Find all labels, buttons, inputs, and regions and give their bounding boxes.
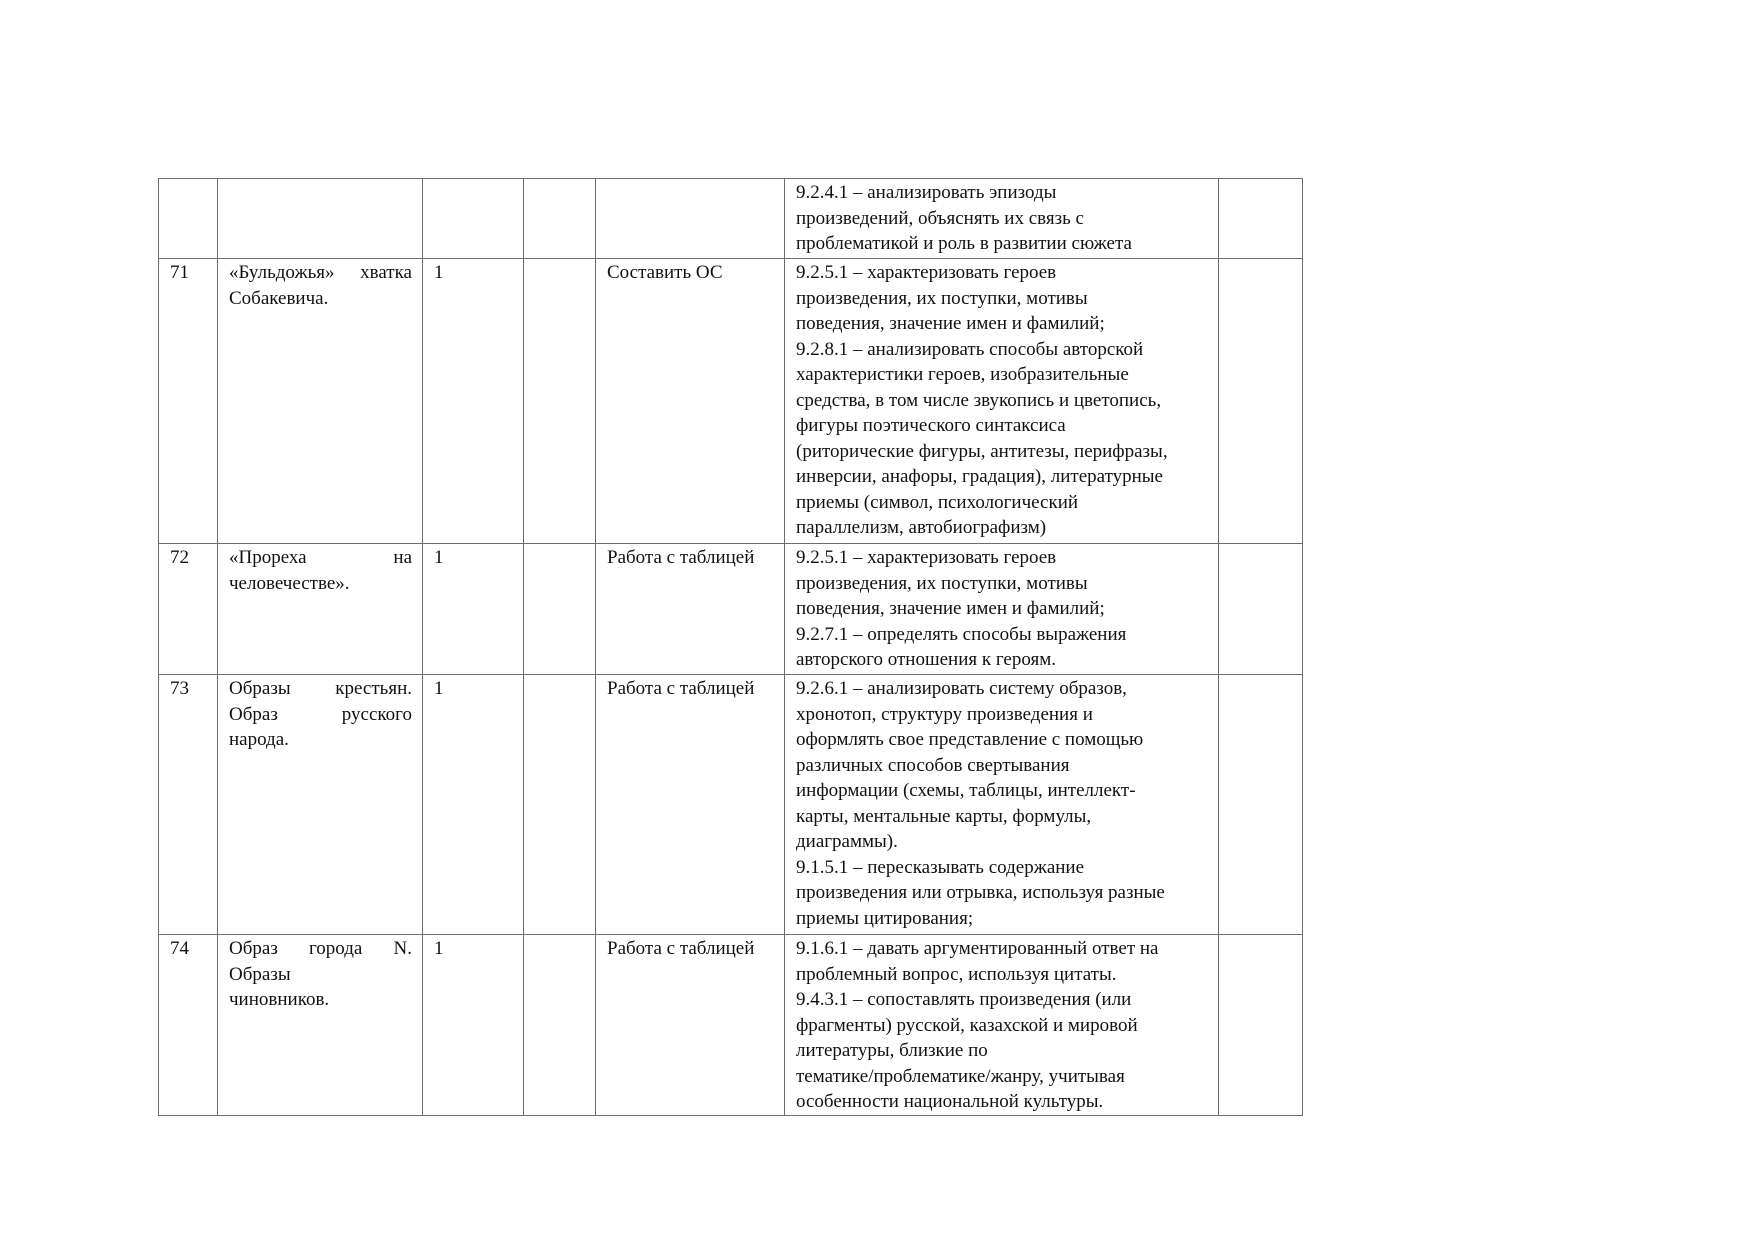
objective-line: произведения, их поступки, мотивы bbox=[796, 572, 1088, 594]
objective-line: фигуры поэтического синтаксиса bbox=[796, 415, 1066, 436]
objective-line: 9.4.3.1 – сопоставлять произведения (или bbox=[796, 989, 1132, 1010]
topic-line: Образ русского bbox=[229, 703, 412, 725]
topic-line: «Бульдожья» хватка bbox=[229, 262, 412, 283]
lesson-number-cell: 71 bbox=[159, 259, 218, 544]
lesson-topic-cell bbox=[218, 935, 423, 1116]
learning-objectives-cell bbox=[785, 179, 1219, 259]
topic-line: народа. bbox=[229, 729, 289, 750]
table-row bbox=[159, 675, 1303, 935]
hours-cell bbox=[423, 179, 524, 259]
objective-line: 9.2.6.1 – анализировать систему образов, bbox=[796, 678, 1127, 699]
objective-line: параллелизм, автобиографизм) bbox=[796, 517, 1047, 538]
objective-line: поведения, значение имен и фамилий; bbox=[796, 598, 1105, 619]
lesson-topic-cell bbox=[218, 179, 423, 259]
empty-column-cell bbox=[524, 675, 596, 935]
objective-line: произведений, объяснять их связь с bbox=[796, 207, 1084, 229]
objective-line: диаграммы). bbox=[796, 831, 898, 852]
table-row bbox=[159, 259, 1303, 544]
objective-line: тематике/проблематике/жанру, учитывая bbox=[796, 1065, 1125, 1087]
lesson-number-cell: 73 bbox=[159, 675, 218, 935]
hours-cell: 1 bbox=[423, 544, 524, 675]
objective-line: 9.2.4.1 – анализировать эпизоды bbox=[796, 182, 1057, 203]
empty-column-cell bbox=[524, 544, 596, 675]
learning-objectives-cell bbox=[785, 675, 1219, 935]
objective-line: инверсии, анафоры, градация), литературные bbox=[796, 466, 1163, 487]
table-row bbox=[159, 544, 1303, 675]
lesson-topic-cell bbox=[218, 675, 423, 935]
objective-line: произведения или отрывка, используя разные bbox=[796, 882, 1165, 903]
notes-cell bbox=[1219, 179, 1303, 259]
lesson-number-cell bbox=[159, 179, 218, 259]
objective-line: литературы, близкие по bbox=[796, 1040, 988, 1061]
hours-cell: 1 bbox=[423, 675, 524, 935]
objective-line: 9.2.7.1 – определять способы выражения bbox=[796, 623, 1127, 645]
empty-column-cell bbox=[524, 179, 596, 259]
lesson-number-cell: 74 bbox=[159, 935, 218, 1116]
topic-line: Образы крестьян. bbox=[229, 678, 412, 699]
objective-line: приемы цитирования; bbox=[796, 907, 974, 929]
empty-column-cell bbox=[524, 259, 596, 544]
objective-line: 9.2.5.1 – характеризовать героев bbox=[796, 262, 1057, 283]
objective-line: авторского отношения к героям. bbox=[796, 649, 1056, 670]
topic-line: человечестве». bbox=[229, 572, 350, 594]
topic-line: чиновников. bbox=[229, 989, 330, 1010]
objective-line: хронотоп, структуру произведения и bbox=[796, 703, 1093, 725]
objective-line: проблемный вопрос, используя цитаты. bbox=[796, 963, 1117, 985]
objective-line: 9.2.5.1 – характеризовать героев bbox=[796, 547, 1057, 568]
empty-column-cell bbox=[524, 935, 596, 1116]
notes-cell bbox=[1219, 544, 1303, 675]
table-row bbox=[159, 179, 1303, 259]
activity-cell bbox=[596, 179, 785, 259]
activity-cell: Работа с таблицей bbox=[596, 935, 785, 1116]
objective-line: произведения, их поступки, мотивы bbox=[796, 287, 1088, 309]
lesson-topic-cell bbox=[218, 544, 423, 675]
learning-objectives-cell bbox=[785, 544, 1219, 675]
objective-line: поведения, значение имен и фамилий; bbox=[796, 313, 1105, 334]
objective-line: проблематикой и роль в развитии сюжета bbox=[796, 233, 1132, 254]
topic-line: Образы bbox=[229, 963, 291, 985]
objective-line: 9.1.6.1 – давать аргументированный ответ на bbox=[796, 938, 1159, 959]
objective-line: характеристики героев, изобразительные bbox=[796, 364, 1129, 385]
activity-cell: Работа с таблицей bbox=[596, 675, 785, 935]
objective-line: карты, ментальные карты, формулы, bbox=[796, 805, 1092, 827]
objective-line: 9.1.5.1 – пересказывать содержание bbox=[796, 856, 1085, 878]
notes-cell bbox=[1219, 259, 1303, 544]
lesson-number-cell: 72 bbox=[159, 544, 218, 675]
objective-line: средства, в том числе звукопись и цветопись, bbox=[796, 389, 1162, 411]
learning-objectives-cell bbox=[785, 935, 1219, 1116]
objective-line: оформлять свое представление с помощью bbox=[796, 729, 1144, 750]
table-row bbox=[159, 935, 1303, 1116]
hours-cell: 1 bbox=[423, 935, 524, 1116]
notes-cell bbox=[1219, 675, 1303, 935]
topic-line: Собакевича. bbox=[229, 287, 329, 309]
objective-line: различных способов свертывания bbox=[796, 754, 1070, 776]
topic-line: Образ города N. bbox=[229, 938, 412, 959]
objective-line: информации (схемы, таблицы, интеллект- bbox=[796, 780, 1136, 801]
objective-line: (риторические фигуры, антитезы, перифразы, bbox=[796, 440, 1168, 462]
activity-cell: Составить ОС bbox=[596, 259, 785, 544]
lesson-topic-cell bbox=[218, 259, 423, 544]
objective-line: особенности национальной культуры. bbox=[796, 1091, 1104, 1112]
topic-line: «Прореха на bbox=[229, 547, 412, 568]
objective-line: фрагменты) русской, казахской и мировой bbox=[796, 1014, 1138, 1036]
learning-objectives-cell bbox=[785, 259, 1219, 544]
objective-line: приемы (символ, психологический bbox=[796, 491, 1079, 513]
activity-cell: Работа с таблицей bbox=[596, 544, 785, 675]
lesson-plan-table bbox=[158, 178, 1303, 1116]
notes-cell bbox=[1219, 935, 1303, 1116]
hours-cell: 1 bbox=[423, 259, 524, 544]
objective-line: 9.2.8.1 – анализировать способы авторской bbox=[796, 338, 1144, 360]
